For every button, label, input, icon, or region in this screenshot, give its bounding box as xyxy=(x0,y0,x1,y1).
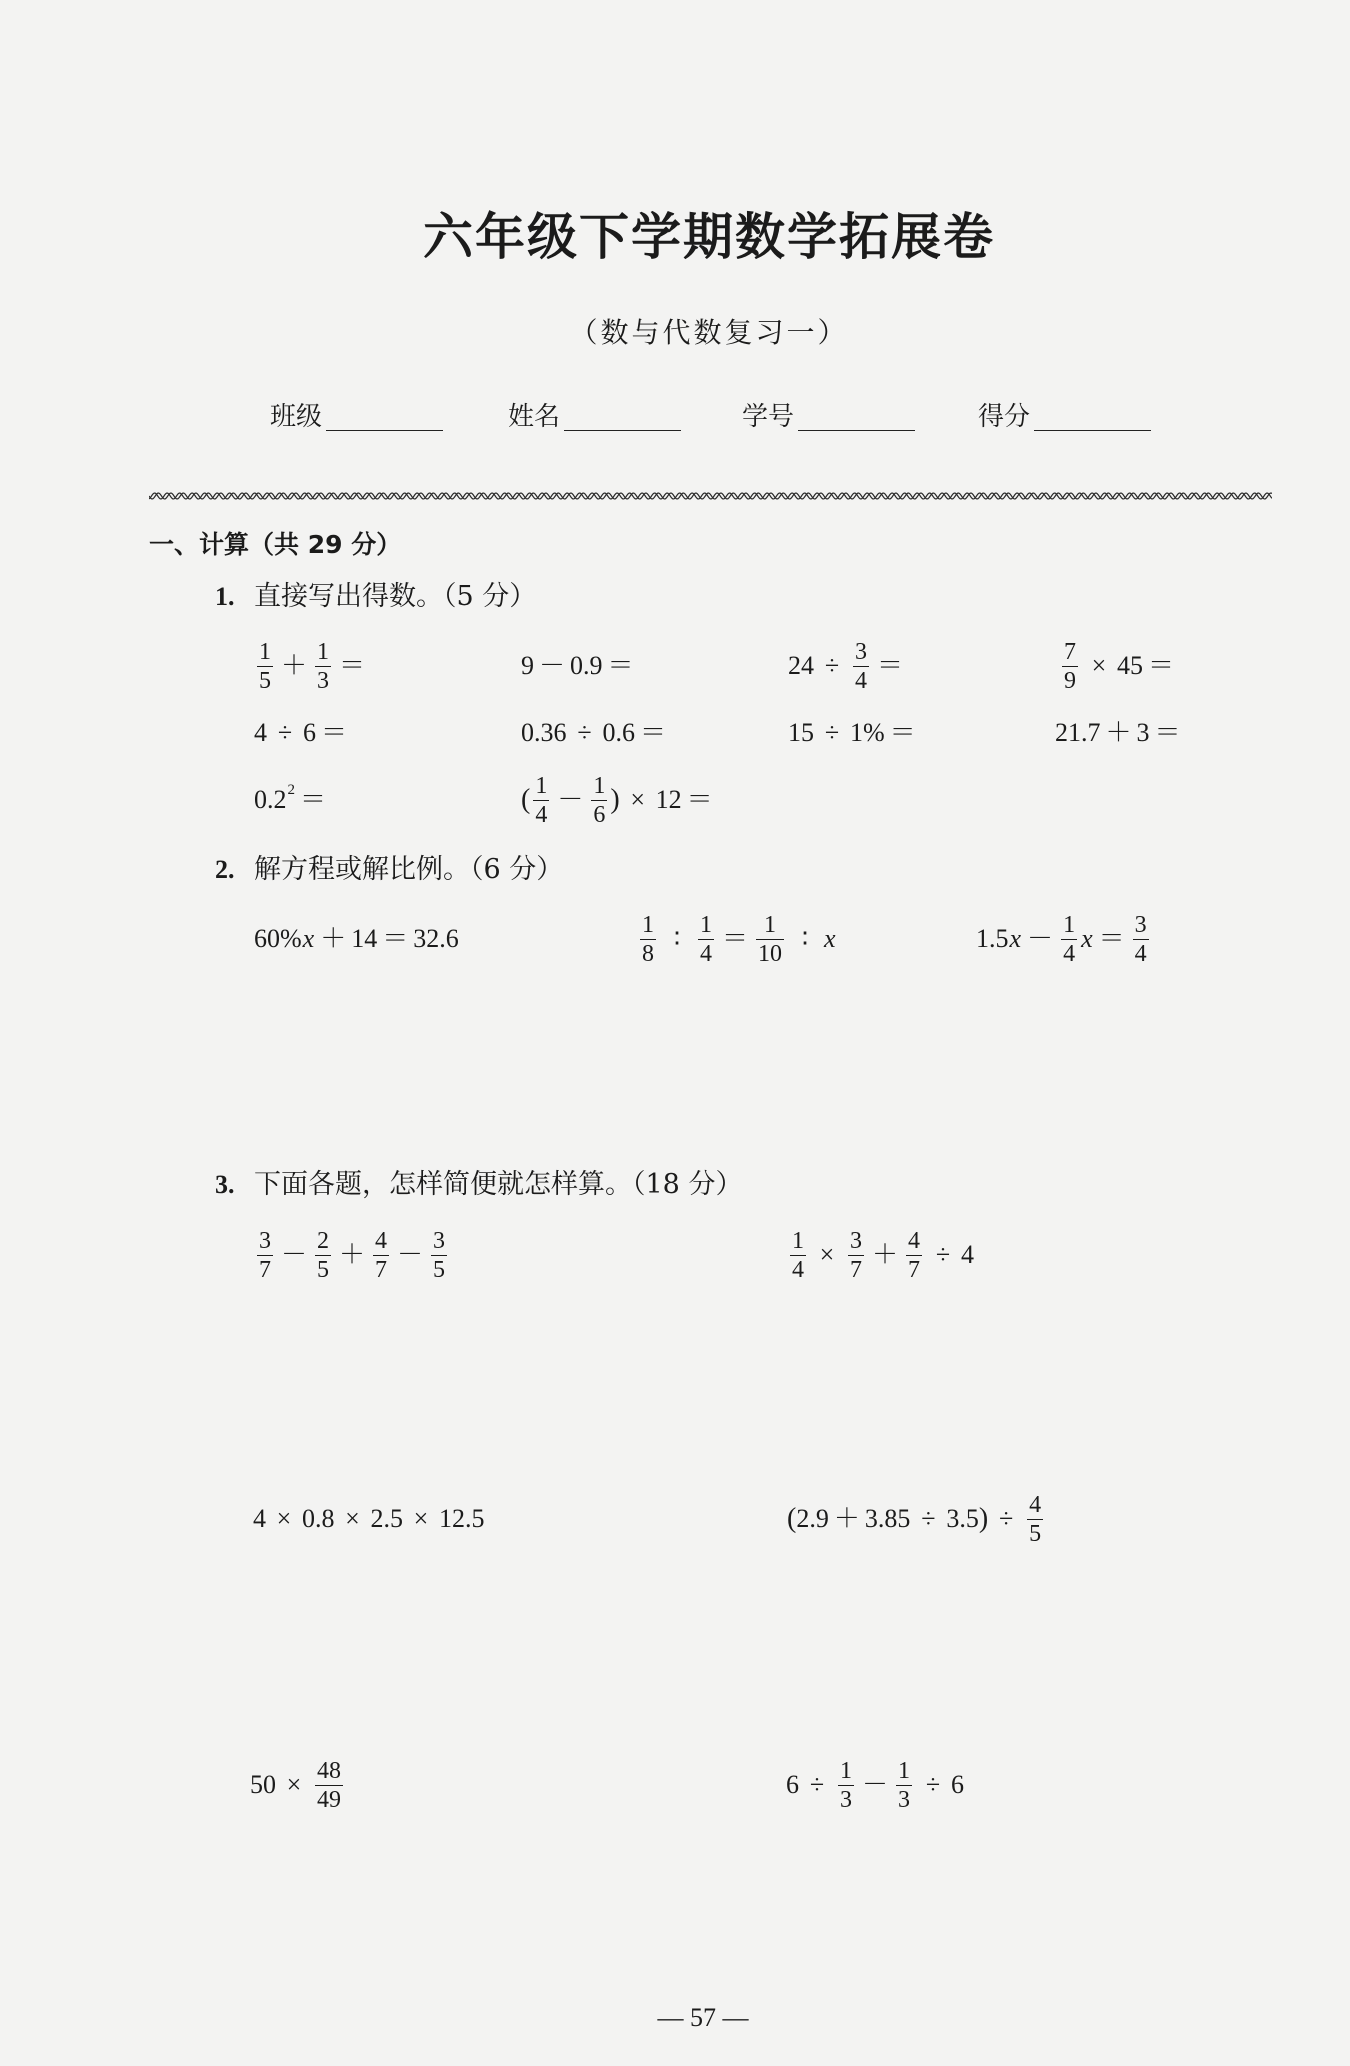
fraction-bar xyxy=(838,1785,854,1786)
fraction-numerator: 1 xyxy=(259,638,271,665)
math-operator: ＝ xyxy=(300,785,327,814)
q2-item-2 xyxy=(637,909,837,969)
math-number: 12.5 xyxy=(439,1504,485,1533)
section-heading: 一、计算（共 29 分） xyxy=(149,530,402,559)
fraction-numerator: 1 xyxy=(317,638,330,665)
fraction-numerator: 3 xyxy=(1134,911,1147,938)
fraction xyxy=(533,773,549,828)
fraction-denominator: 9 xyxy=(1064,667,1076,694)
fraction-bar xyxy=(257,1255,273,1256)
fraction-denominator: 8 xyxy=(642,940,654,967)
math-operator: ＝ xyxy=(877,651,904,680)
math-operator: ∶ xyxy=(801,924,809,953)
fraction xyxy=(257,1228,273,1283)
q2-item-3 xyxy=(976,909,1152,969)
fraction xyxy=(431,1228,447,1283)
math-operator: － xyxy=(862,1770,889,1799)
fraction-numerator: 3 xyxy=(433,1227,446,1254)
fraction-denominator: 5 xyxy=(317,1256,330,1283)
fraction-numerator: 2 xyxy=(317,1227,330,1254)
math-operator: ÷ xyxy=(824,651,840,680)
q1-item-6 xyxy=(521,703,671,763)
page-title: 六年级下学期数学拓展卷 xyxy=(423,207,995,266)
math-parenthesis: ( xyxy=(787,1503,797,1534)
fraction-denominator: 10 xyxy=(758,940,783,967)
math-operator: ÷ xyxy=(921,1504,936,1533)
class-blank-line xyxy=(326,406,443,431)
math-number: 6 xyxy=(303,718,316,747)
fraction xyxy=(1133,912,1149,967)
fraction xyxy=(591,773,607,828)
fraction-denominator: 7 xyxy=(908,1256,921,1283)
math-operator: ÷ xyxy=(999,1504,1014,1533)
fraction-denominator: 5 xyxy=(1029,1520,1042,1547)
fraction-bar xyxy=(640,939,656,940)
math-number: 9 xyxy=(521,651,534,680)
q1-item-3 xyxy=(788,636,908,696)
q1-item-10 xyxy=(521,770,718,830)
wavy-line xyxy=(149,488,1272,504)
fraction-bar xyxy=(698,939,714,940)
math-number: 0.36 xyxy=(521,718,567,747)
math-number: 1.5 xyxy=(976,924,1009,953)
fraction-denominator: 4 xyxy=(1063,940,1076,967)
math-operator: － xyxy=(397,1240,424,1269)
math-number: 0.6 xyxy=(602,718,635,747)
question-3-prompt: 下面各题，怎样简便就怎样算。（18 分） xyxy=(254,1169,743,1200)
fraction xyxy=(1061,912,1077,967)
math-number: 15 xyxy=(788,718,814,747)
math-number: 4 xyxy=(961,1240,975,1269)
name-field xyxy=(508,400,681,434)
fraction-bar xyxy=(1062,666,1078,667)
q3-item-1 xyxy=(254,1225,450,1285)
fraction-bar xyxy=(431,1255,447,1256)
fraction-numerator: 1 xyxy=(642,911,654,938)
fraction-numerator: 3 xyxy=(850,1227,862,1254)
fraction-bar xyxy=(896,1785,912,1786)
question-1-number: 1. xyxy=(215,582,235,611)
fraction-bar xyxy=(373,1255,389,1256)
fraction-numerator: 1 xyxy=(840,1757,852,1784)
student-number-field xyxy=(742,400,915,434)
class-label: 班级 xyxy=(270,402,323,432)
math-number: 3.85 xyxy=(864,1504,911,1533)
math-operator: ＝ xyxy=(321,718,348,747)
page-number: — 57 — xyxy=(657,2003,749,2032)
math-exponent: 2 xyxy=(287,781,295,798)
fraction-bar xyxy=(533,800,549,801)
fraction-numerator: 1 xyxy=(764,911,777,938)
fraction-numerator: 4 xyxy=(908,1227,921,1254)
q3-item-4 xyxy=(787,1489,1046,1549)
math-operator: ∶ xyxy=(673,924,681,953)
math-operator: － xyxy=(1027,924,1054,953)
fraction-denominator: 4 xyxy=(1134,940,1147,967)
math-number: 0.2 xyxy=(254,785,287,814)
fraction-numerator: 3 xyxy=(855,638,867,665)
math-number: 1% xyxy=(850,718,885,747)
math-operator: ＋ xyxy=(320,924,347,953)
math-operator: × xyxy=(345,1504,360,1533)
math-operator: － xyxy=(281,1240,308,1269)
fraction xyxy=(838,1758,854,1813)
name-label: 姓名 xyxy=(508,402,561,432)
math-number: 60% xyxy=(254,924,302,953)
math-operator: － xyxy=(557,785,584,814)
math-operator: ÷ xyxy=(277,718,293,747)
q3-item-2 xyxy=(787,1225,974,1285)
math-operator: ＝ xyxy=(339,651,366,680)
math-number: 4 xyxy=(254,718,267,747)
fraction xyxy=(1027,1492,1043,1547)
question-2-prompt: 解方程或解比例。（6 分） xyxy=(254,854,564,885)
fraction-bar xyxy=(315,1255,331,1256)
math-operator: ＋ xyxy=(339,1240,366,1269)
fraction-denominator: 4 xyxy=(700,940,712,967)
math-variable: x xyxy=(824,924,836,953)
math-operator: ÷ xyxy=(809,1770,825,1799)
math-number: 6 xyxy=(951,1770,965,1799)
fraction-bar xyxy=(1027,1519,1043,1520)
math-operator: ＋ xyxy=(281,651,308,680)
q3-item-3 xyxy=(253,1489,485,1549)
math-operator: ÷ xyxy=(925,1770,941,1799)
math-number: 24 xyxy=(788,651,814,680)
fraction-numerator: 48 xyxy=(317,1757,341,1784)
math-number: 12 xyxy=(655,785,682,814)
score-label: 得分 xyxy=(978,402,1031,432)
math-operator: × xyxy=(1091,651,1107,680)
fraction-numerator: 4 xyxy=(1029,1491,1042,1518)
math-operator: ＝ xyxy=(607,651,634,680)
fraction-denominator: 3 xyxy=(840,1786,852,1813)
math-operator: × xyxy=(286,1770,302,1799)
fraction-bar xyxy=(1133,939,1149,940)
score-field xyxy=(978,400,1151,434)
fraction xyxy=(315,1228,331,1283)
fraction-denominator: 4 xyxy=(535,801,548,828)
q3-item-6 xyxy=(786,1755,964,1815)
fraction-bar xyxy=(1061,939,1077,940)
math-operator: ＝ xyxy=(722,924,749,953)
math-operator: × xyxy=(413,1504,429,1533)
question-3-number: 3. xyxy=(215,1170,235,1199)
math-operator: ＋ xyxy=(1105,718,1132,747)
fraction-numerator: 1 xyxy=(898,1757,911,1784)
fraction xyxy=(640,912,656,967)
name-blank-line xyxy=(564,406,681,431)
fraction-denominator: 5 xyxy=(433,1256,446,1283)
math-number: 32.6 xyxy=(413,924,459,953)
score-blank-line xyxy=(1034,406,1151,431)
fraction-numerator: 7 xyxy=(1064,638,1076,665)
fraction-bar xyxy=(257,666,273,667)
wavy-divider xyxy=(149,488,1272,504)
math-parenthesis: ) xyxy=(978,1503,989,1534)
fraction xyxy=(853,639,869,694)
math-parenthesis: ( xyxy=(521,784,531,815)
fraction-denominator: 7 xyxy=(375,1256,388,1283)
math-operator: ＝ xyxy=(1148,651,1175,680)
fraction-numerator: 1 xyxy=(535,772,548,799)
fraction xyxy=(756,912,784,967)
math-variable: x xyxy=(1081,924,1093,953)
math-operator: × xyxy=(630,785,645,814)
math-operator: ÷ xyxy=(577,718,592,747)
math-number: 0.9 xyxy=(570,651,603,680)
q1-item-2 xyxy=(521,636,639,696)
fraction-bar xyxy=(315,1785,343,1786)
math-number: 3 xyxy=(1136,718,1150,747)
question-1-prompt: 直接写出得数。（5 分） xyxy=(254,581,537,612)
fraction-bar xyxy=(906,1255,922,1256)
q1-item-4 xyxy=(1059,636,1179,696)
math-operator: ÷ xyxy=(935,1240,951,1269)
fraction xyxy=(790,1228,806,1283)
q1-item-9 xyxy=(254,770,331,830)
math-operator: ＝ xyxy=(889,718,916,747)
q1-item-7 xyxy=(788,703,921,763)
q1-item-5 xyxy=(254,703,352,763)
q3-item-5 xyxy=(250,1755,346,1815)
fraction-denominator: 3 xyxy=(317,667,330,694)
fraction xyxy=(698,912,714,967)
math-operator: ＝ xyxy=(1154,718,1181,747)
fraction-numerator: 1 xyxy=(792,1227,804,1254)
math-number: 3.5 xyxy=(946,1504,979,1533)
fraction-numerator: 1 xyxy=(593,772,606,799)
math-operator: ÷ xyxy=(824,718,840,747)
student-number-blank-line xyxy=(798,406,915,431)
math-operator: ＋ xyxy=(833,1504,860,1533)
fraction-bar xyxy=(848,1255,864,1256)
math-number: 50 xyxy=(250,1770,276,1799)
class-field xyxy=(270,400,443,434)
math-number: 45 xyxy=(1117,651,1143,680)
q1-item-8 xyxy=(1055,703,1186,763)
fraction xyxy=(257,639,273,694)
q2-item-1 xyxy=(254,909,459,969)
student-number-label: 学号 xyxy=(742,402,795,432)
fraction-denominator: 7 xyxy=(259,1256,271,1283)
page-subtitle: （数与代数复习一） xyxy=(569,316,849,349)
math-operator: ＝ xyxy=(1098,924,1125,953)
fraction-bar xyxy=(790,1255,806,1256)
math-operator: ＝ xyxy=(640,718,667,747)
fraction xyxy=(315,639,331,694)
fraction xyxy=(906,1228,922,1283)
math-number: 2.5 xyxy=(370,1504,403,1533)
q1-item-1 xyxy=(254,636,370,696)
math-number: 21.7 xyxy=(1055,718,1101,747)
math-operator: ＋ xyxy=(872,1240,899,1269)
fraction-bar xyxy=(591,800,607,801)
fraction-bar xyxy=(756,939,784,940)
fraction-denominator: 4 xyxy=(855,667,867,694)
fraction-denominator: 6 xyxy=(593,801,606,828)
fraction-denominator: 4 xyxy=(792,1256,804,1283)
math-number: 4 xyxy=(253,1504,266,1533)
math-variable: x xyxy=(1009,924,1022,953)
fraction-numerator: 3 xyxy=(259,1227,271,1254)
math-operator: － xyxy=(539,651,566,680)
math-number: 14 xyxy=(351,924,378,953)
fraction-bar xyxy=(315,666,331,667)
question-2-number: 2. xyxy=(215,855,235,884)
fraction-denominator: 7 xyxy=(850,1256,862,1283)
fraction-denominator: 5 xyxy=(259,667,271,694)
fraction xyxy=(1062,639,1078,694)
fraction-bar xyxy=(853,666,869,667)
math-operator: × xyxy=(819,1240,835,1269)
fraction-numerator: 1 xyxy=(1063,911,1076,938)
math-variable: x xyxy=(302,924,315,953)
fraction-numerator: 4 xyxy=(375,1227,388,1254)
math-number: 0.8 xyxy=(302,1504,335,1533)
fraction-denominator: 49 xyxy=(317,1786,341,1813)
math-operator: ＝ xyxy=(382,924,409,953)
math-number: 6 xyxy=(786,1770,799,1799)
fraction xyxy=(848,1228,864,1283)
math-parenthesis: ) xyxy=(610,784,620,815)
math-operator: × xyxy=(276,1504,292,1533)
math-operator: ＝ xyxy=(686,785,713,814)
fraction-denominator: 3 xyxy=(898,1786,911,1813)
fraction xyxy=(896,1758,912,1813)
fraction-numerator: 1 xyxy=(700,911,712,938)
math-number: 2.9 xyxy=(796,1504,829,1533)
fraction xyxy=(315,1758,343,1813)
fraction xyxy=(373,1228,389,1283)
